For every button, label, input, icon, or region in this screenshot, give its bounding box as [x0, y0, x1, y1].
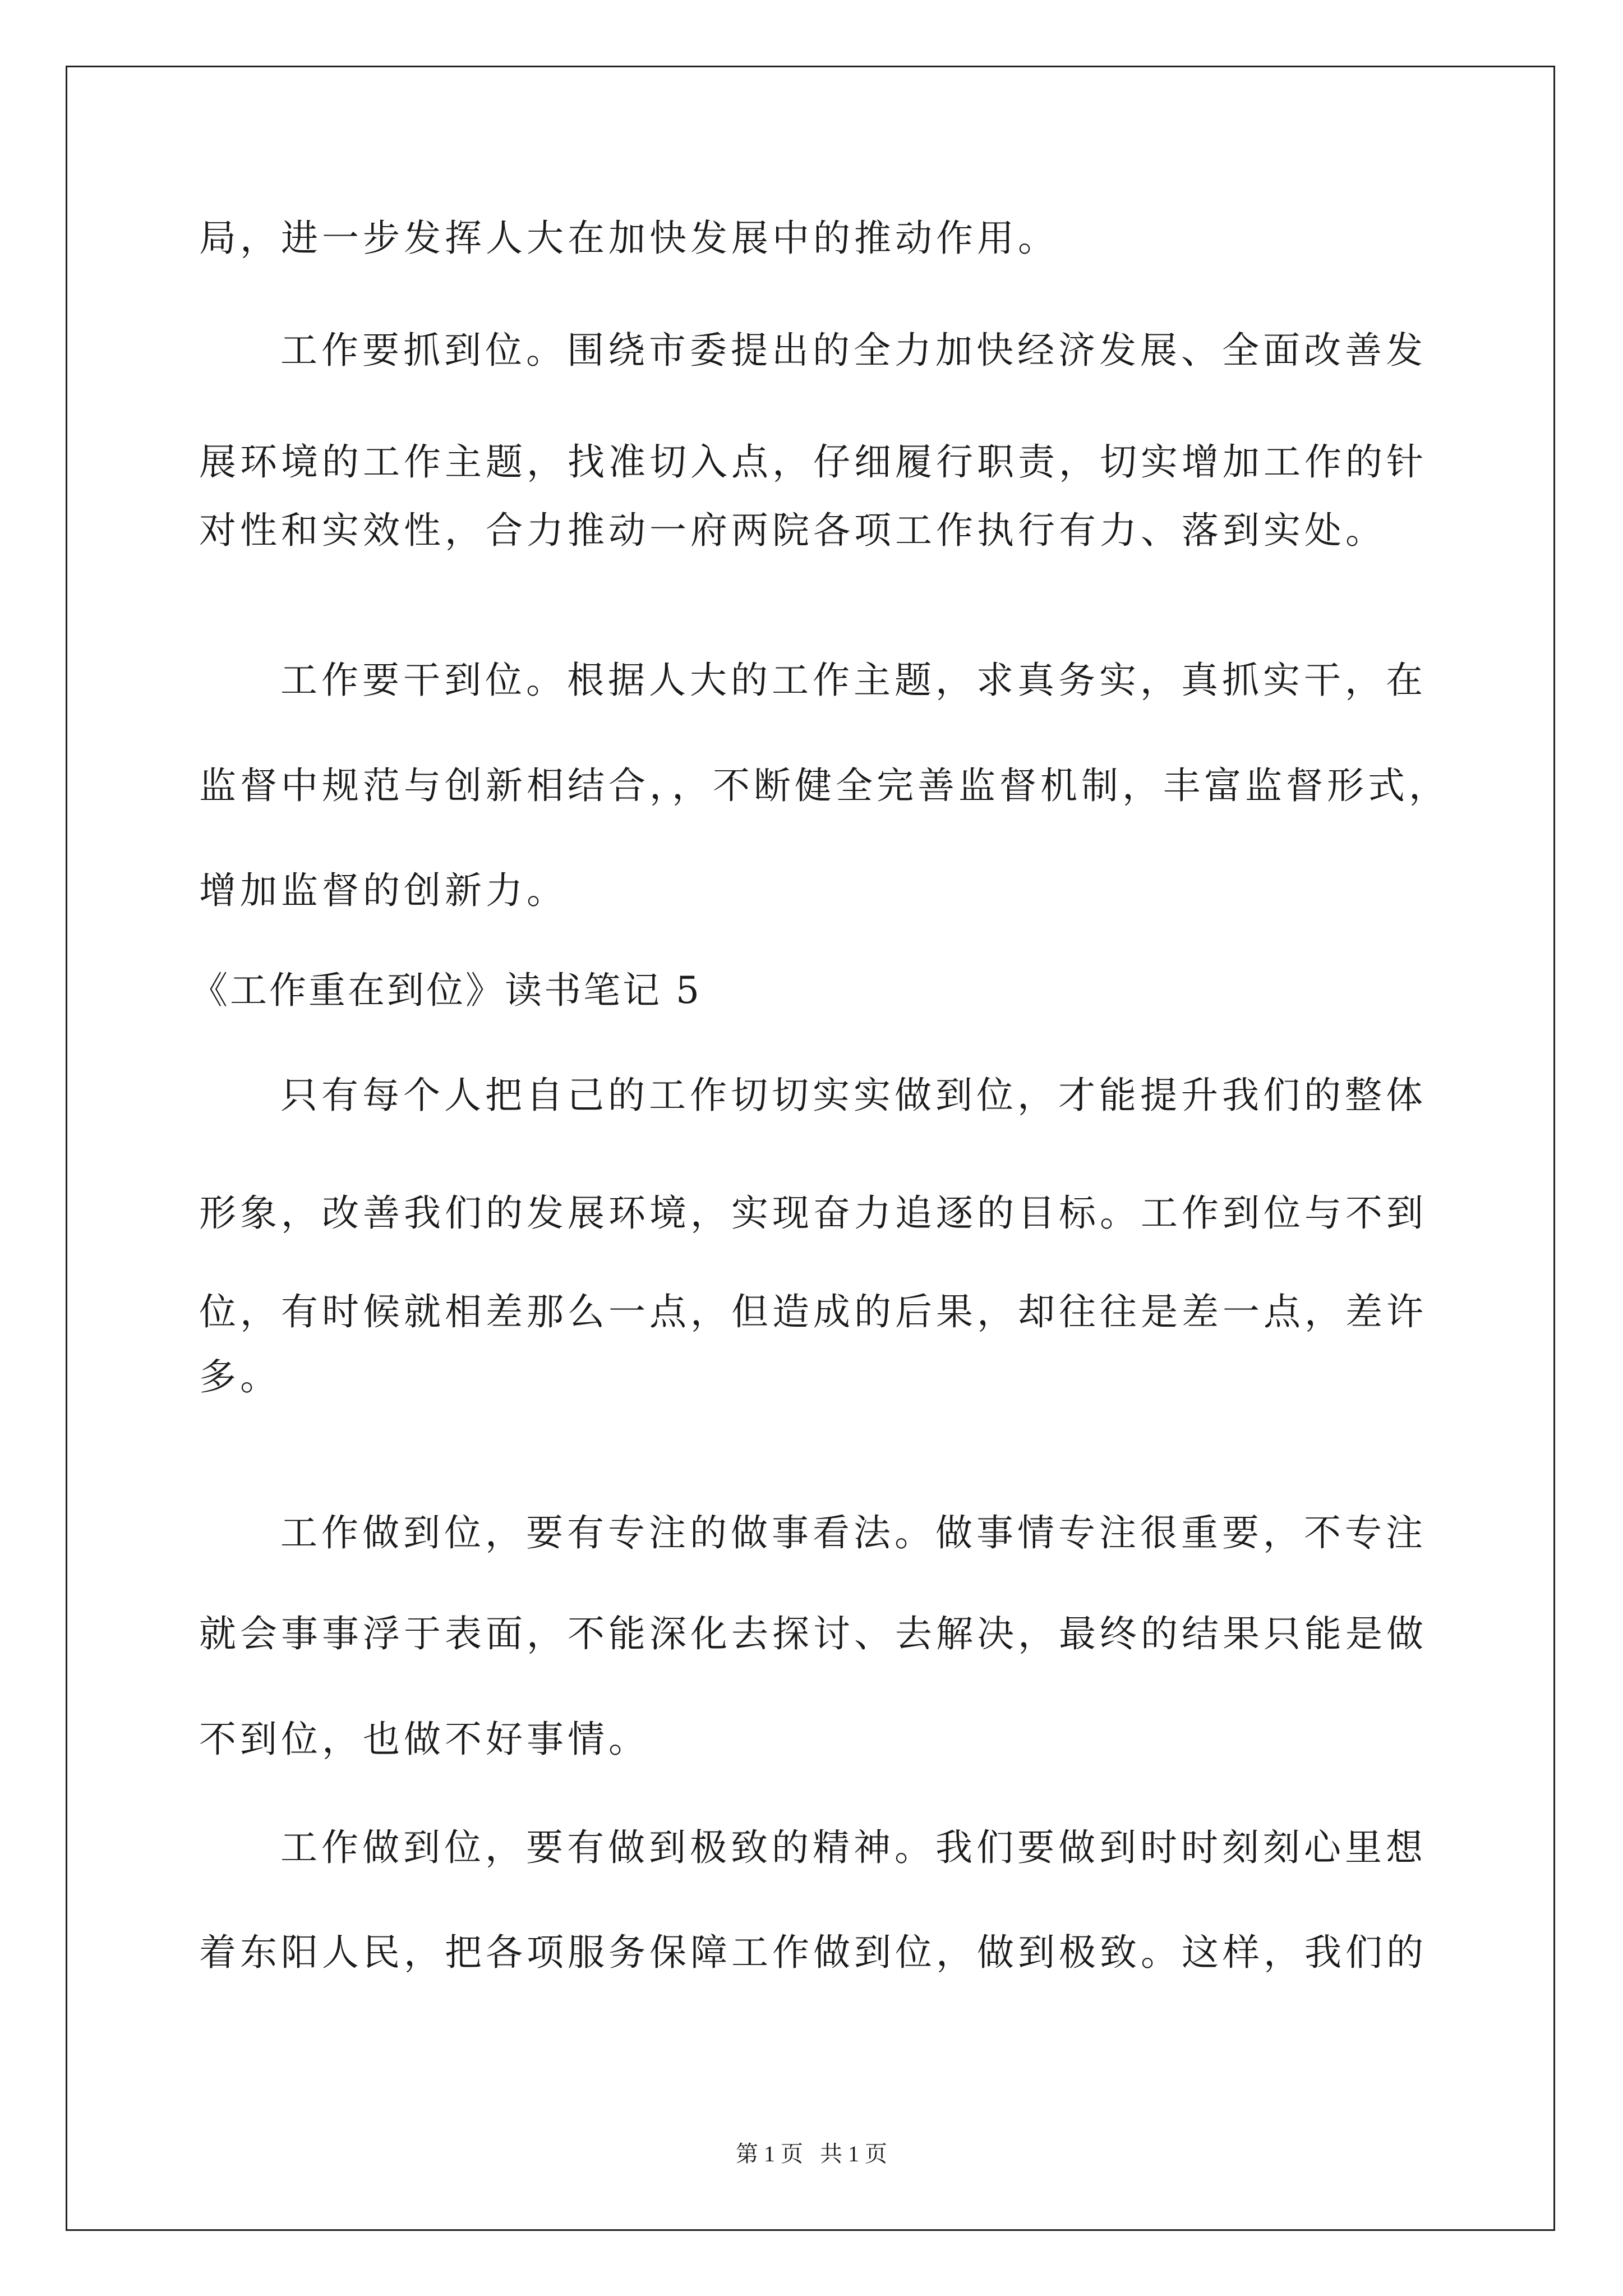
text-line: 工作做到位，要有做到极致的精神。我们要做到时时刻刻心里想	[280, 1826, 1427, 1869]
text-line: 展环境的工作主题，找准切入点，仔细履行职责，切实增加工作的针	[199, 440, 1427, 484]
text-line: 工作要干到位。根据人大的工作主题，求真务实，真抓实干，在	[280, 659, 1427, 702]
text-line: 增加监督的创新力。	[199, 869, 568, 912]
text-line: 工作做到位，要有专注的做事看法。做事情专注很重要，不专注	[280, 1511, 1427, 1554]
section-heading: 《工作重在到位》读书笔记 5	[191, 969, 702, 1012]
page-frame	[66, 66, 1555, 2231]
text-line: 位，有时候就相差那么一点，但造成的后果，却往往是差一点，差许	[199, 1290, 1427, 1333]
text-line: 只有每个人把自己的工作切切实实做到位，才能提升我们的整体	[280, 1074, 1427, 1117]
text-line: 就会事事浮于表面，不能深化去探讨、去解决，最终的结果只能是做	[199, 1612, 1427, 1655]
page-number-footer: 第 1 页 共 1 页	[736, 2141, 887, 2166]
text-line: 不到位，也做不好事情。	[199, 1718, 649, 1761]
text-line: 着东阳人民，把各项服务保障工作做到位，做到极致。这样，我们的	[199, 1931, 1427, 1974]
text-line: 对性和实效性，合力推动一府两院各项工作执行有力、落到实处。	[199, 509, 1386, 552]
text-line: 工作要抓到位。围绕市委提出的全力加快经济发展、全面改善发	[280, 329, 1427, 372]
text-line: 多。	[199, 1355, 281, 1398]
text-line: 形象，改善我们的发展环境，实现奋力追逐的目标。工作到位与不到	[199, 1191, 1427, 1235]
text-line: 局，进一步发挥人大在加快发展中的推动作用。	[199, 217, 1059, 260]
text-line: 监督中规范与创新相结合，，不断健全完善监督机制，丰富监督形式，	[199, 764, 1450, 807]
